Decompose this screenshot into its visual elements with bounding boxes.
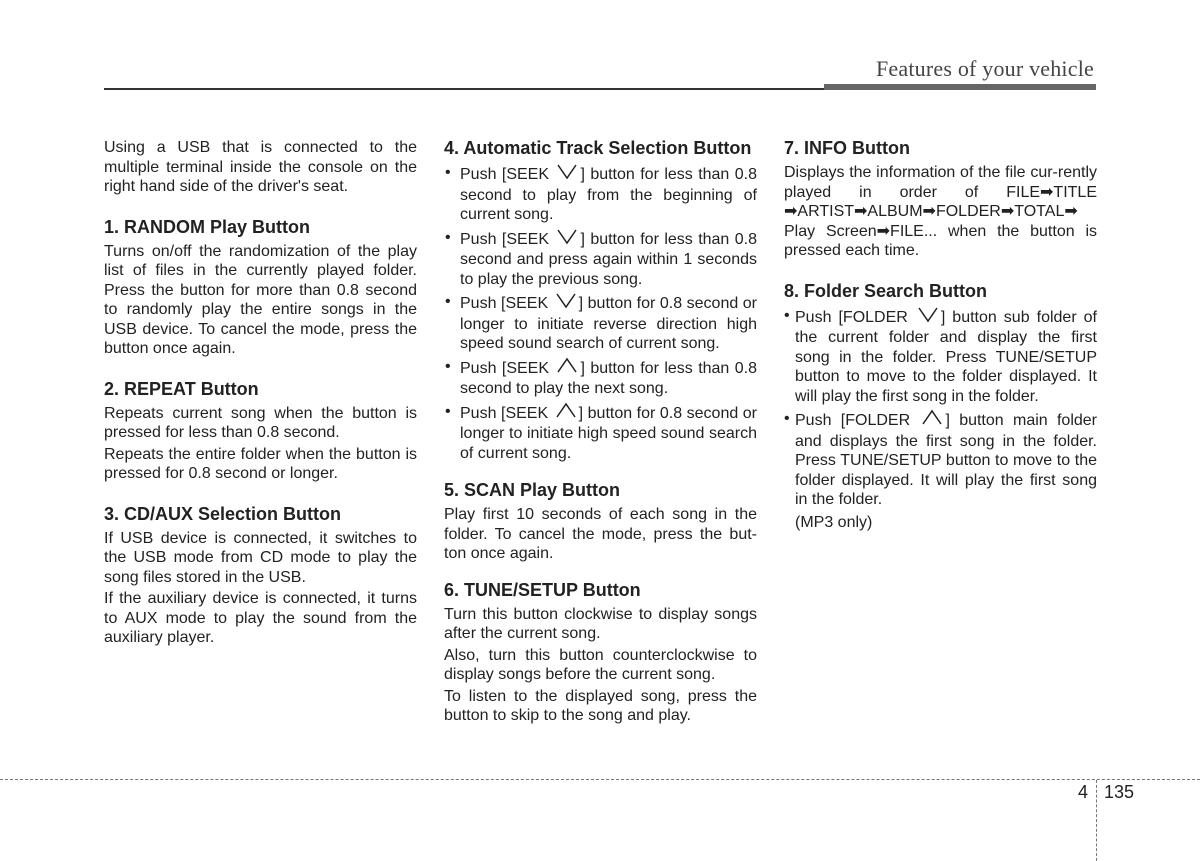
- auto-track-list: [444, 163, 757, 463]
- chevron-up-icon: [556, 357, 578, 380]
- list-item: • Push [SEEK ] button for less than 0.8 second and press again within 1 seconds to play the previous song.: [444, 228, 757, 290]
- chevron-down-icon: [917, 306, 939, 329]
- section-scan-text: Play first 10 seconds of each song in the folder. To cancel the mode, press the but-ton once again.: [444, 506, 757, 562]
- list-item: • Push [FOLDER ] button sub folder of the current folder and display the first song in the folder. Press TUNE/SETUP button to move to the folder displayed. It will play the first song in the folder.: [784, 306, 1097, 407]
- section-repeat-text-1: Repeats current song when the button is pressed for less than 0.8 second.: [104, 404, 417, 441]
- section-cdaux-text-1: If USB device is connected, it switches to the USB mode from CD mode to play the song files stored in the USB.: [104, 529, 417, 586]
- section-tune-title: 6. TUNE/SETUP Button: [444, 579, 641, 600]
- section-random-text: Turns on/off the randomization of the play list of files in the currently played folder. Press the button for more than 0.8 second to randomly play the entire songs in the USB device. To cancel the mode, press the button once again.: [104, 242, 417, 357]
- section-random-title: 1. RANDOM Play Button: [104, 216, 311, 237]
- chevron-down-icon: [556, 163, 578, 186]
- column-2: [444, 138, 757, 728]
- section-cdaux-title: 3. CD/AUX Selection Button: [104, 503, 342, 524]
- section-tune-text-3: To listen to the displayed song, press the button to skip to the song and play.: [444, 687, 757, 724]
- section-info-title: 7. INFO Button: [784, 138, 910, 158]
- section-auto-track-title: 4. Automatic Track Selection Button: [444, 138, 752, 158]
- section-tune-text-1: Turn this button clockwise to display songs after the current song.: [444, 605, 757, 642]
- header-rule-accent: [824, 84, 1096, 90]
- list-item: • Push [FOLDER ] button main folder and displays the first song in the folder. Press TUNE/SETUP button to move to the folder displayed. It will play the first song in the folder.: [784, 409, 1097, 510]
- footer-divider: [0, 779, 1200, 780]
- section-cdaux-text-2: If the auxiliary device is connected, it turns to AUX mode to play the sound from the auxiliary player.: [104, 590, 417, 646]
- list-item: • Push [SEEK ] button for less than 0.8 second to play from the beginning of current song.: [444, 163, 757, 225]
- intro-paragraph: Using a USB that is connected to the multiple terminal inside the console on the right hand side of the driver's seat.: [104, 139, 417, 195]
- list-item: • Push [SEEK ] button for 0.8 second or longer to initiate reverse direction high speed sound search of current song.: [444, 292, 757, 354]
- section-tune-text-2: Also, turn this button counterclockwise to display songs before the current song.: [444, 646, 757, 683]
- chevron-up-icon: [921, 409, 943, 432]
- list-item: • Push [SEEK ] button for 0.8 second or longer to initiate high speed sound search of current song.: [444, 402, 757, 464]
- section-info-text: Displays the information of the file cur-rently played in order of FILE➡TITLE ➡ARTIST➡ALBUM➡FOLDER➡TOTAL➡ Play Screen➡FILE... when the button is pressed each time.: [784, 164, 1097, 259]
- section-repeat-title: 2. REPEAT Button: [104, 378, 259, 399]
- header-rule: [104, 88, 824, 90]
- chevron-down-icon: [555, 292, 577, 315]
- chevron-down-icon: [556, 228, 578, 251]
- page-header-title: Features of your vehicle: [875, 56, 1094, 81]
- section-repeat-text-2: Repeats the entire folder when the button is pressed for 0.8 second or longer.: [104, 445, 417, 482]
- chevron-up-icon: [555, 402, 577, 425]
- chapter-number: 4: [1078, 782, 1089, 802]
- section-folder-title: 8. Folder Search Button: [784, 280, 988, 301]
- page-number: 135: [1104, 782, 1135, 802]
- list-item: • Push [SEEK ] button for less than 0.8 second to play the next song.: [444, 357, 757, 399]
- column-3: [784, 138, 1097, 534]
- column-1: [104, 138, 417, 650]
- folder-search-list: [784, 306, 1097, 510]
- mp3-only-note: (MP3 only): [795, 513, 873, 531]
- footer-vertical-divider: [1096, 780, 1097, 861]
- section-scan-title: 5. SCAN Play Button: [444, 480, 621, 500]
